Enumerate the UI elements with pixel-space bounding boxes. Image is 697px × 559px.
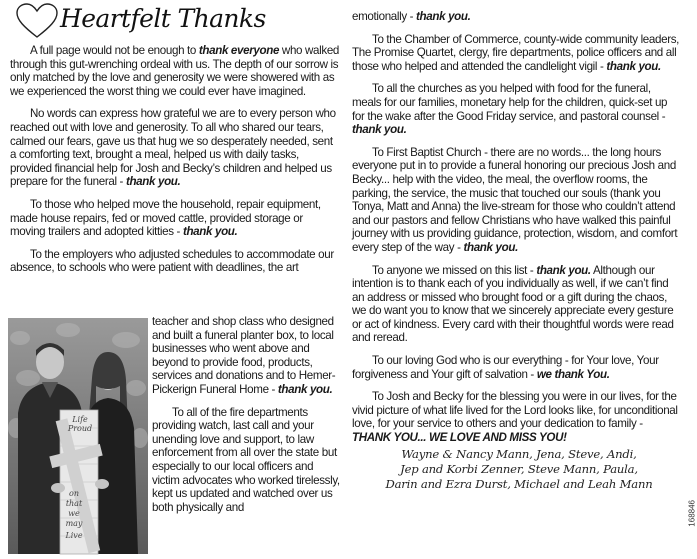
paragraph-fire-departments: To all of the fire departments providing watch, last call and your unending love and support, to law enforcement from all over the state but especially to our local officers and victim advocates who worked tirelessly, kept us updated and watched over us both physically and [152,405,340,514]
paragraph-employers: To the employers who adjusted schedules to accommodate our absence, to schools who were patient with deadlines, the art [10,247,334,275]
paragraph-churches: To all the churches as you helped with food for the funeral, meals for our families, monetary help for the children, quick-set up for the wake after the Good Friday service, and pastoral counsel - thank you. [352,82,668,137]
paragraph-businesses: teacher and shop class who designed and built a funeral planter box, to local businesses who went above and beyond to provide food, products, services and donations and to Hemer-Pickerign Funeral Home - thank you. [152,315,336,396]
paragraph-chamber: To the Chamber of Commerce, county-wide community leaders, The Promise Quartet, clergy, fire departments, police officers and all those who helped and attended the candlelight vigil - thank you. [352,32,680,73]
sign-text: on [69,489,79,498]
paragraph-first-baptist: To First Baptist Church - there are no words... the long hours everyone put in to provide a funeral honoring our precious Josh and Becky... help with the video, the meal, the overflow rooms, the parking, the service, the music that touched our souls (thank you Tonya, Matt and Anna) the live-stream for those who couldn’t attend and our pastors and fellow Christians who have walked this painful journey with us providing guidance, protection, wisdom, and comfort every step of the way - thank you. [352,145,678,254]
ad-code: 168846 [688,500,697,527]
signature-line: Jep and Korbi Zenner, Steve Mann, Paula, [400,461,638,476]
sign-text: Life [72,415,88,424]
page-title: Heartfelt Thanks [60,4,266,33]
paragraph-missed: To anyone we missed on this list - thank you. Although our intention is to thank each of you individually as well, if we can’t find an address or missed who brought food or a gift during the chaos, we do want you to know that we sincerely appreciate every gesture or act of kindness. Every card with their thoughtful words were read and reread. [352,263,674,345]
paragraph-intro: A full page would not be enough to thank everyone who walked through this gut-wrenching ordeal with us. The depth of our sorrow is only matched by the love and generosity we were showered with as we experienced the worst thing we could ever have imagined. [10,44,340,98]
sign-text: we [68,509,80,518]
sign-text: that [65,499,83,508]
sign-text: Proud [67,424,93,433]
couple-photo [8,318,148,554]
signature-block [348,447,690,492]
couple-photo-art [8,318,148,554]
sign-text: may [65,519,83,528]
paragraph-emotionally: emotionally - thank you. [352,10,471,23]
paragraph-household: To those who helped move the household, repair equipment, made house repairs, fed or moved cattle, provided storage or moving trailers and adopted kitties - thank you. [10,197,321,239]
right-column [348,10,690,492]
paragraph-josh-becky: To Josh and Becky for the blessing you were in our lives, for the vivid picture of what life lived for the Lord looks like, for unconditional love, for your service to others and your dedication to family - THANK YOU... WE LOVE AND MISS YOU! [352,390,678,445]
left-column [0,44,345,275]
left-column-wrap [148,315,340,514]
paragraph-god: To our loving God who is our everything - for Your love, Your forgiveness and Your gift of salvation - we thank You. [352,354,659,381]
paragraph-gratitude: No words can express how grateful we are to every person who reached out with love and generosity. To all who shared our tears, calmed our fears, gave us that hug we so desperately needed, sent a comforting text, brought a meal, helped us with daily tasks, provided financial help for Josh and Becky’s children and helped us prepare for the funeral - thank you. [10,107,336,189]
signature-line: Darin and Ezra Durst, Michael and Leah Mann [385,476,653,491]
sign-text: Live [65,531,83,540]
signature-line: Wayne & Nancy Mann, Jena, Steve, Andi, [401,446,637,461]
heart-icon [14,2,60,40]
ad-title [14,2,314,44]
